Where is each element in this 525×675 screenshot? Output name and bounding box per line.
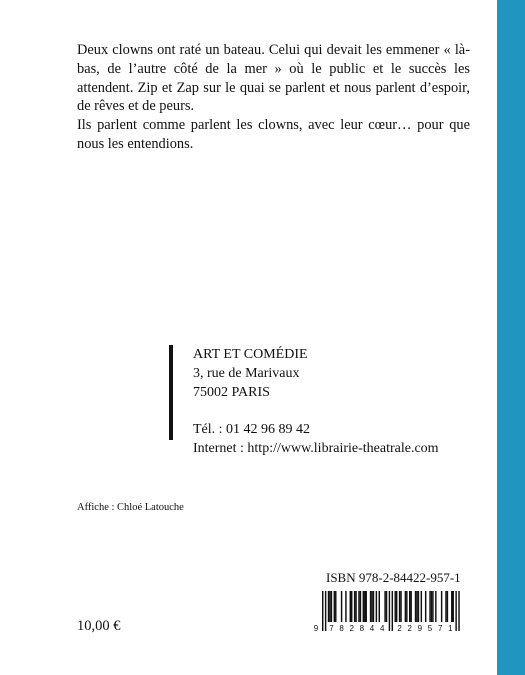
barcode-bar: [373, 591, 374, 622]
barcode-bar: [409, 591, 410, 622]
side-color-band: [497, 0, 525, 675]
barcode-bar: [325, 591, 326, 631]
poster-credit: Affiche : Chloé Latouche: [77, 502, 184, 513]
blurb-paragraph-1: Deux clowns ont raté un bateau. Celui qui devait les emmener « là-bas, de l’autre côté de la mer » où le public et le succès les attendent. Zip et Zap sur le quai se parlent et nous parlent d’espoir, de rêves et de peurs.: [77, 42, 470, 115]
barcode-digit: 5: [427, 624, 433, 632]
barcode-bar: [435, 591, 436, 622]
barcode-bar: [363, 591, 364, 622]
publisher-phone: Tél. : 01 42 96 89 42: [193, 422, 311, 437]
barcode-bar: [445, 591, 446, 622]
barcode-bar: [431, 591, 432, 622]
barcode-bar: [345, 591, 346, 622]
barcode-digit: 7: [329, 624, 334, 632]
barcode-bar: [415, 591, 416, 622]
barcode-bar: [358, 591, 359, 622]
barcode-bar: [366, 591, 367, 622]
barcode-bar: [334, 591, 335, 622]
barcode-bar: [395, 591, 396, 622]
barcode-bar: [396, 591, 397, 622]
barcode-bar: [328, 591, 329, 622]
barcode-digit: 4: [379, 624, 385, 632]
barcode-bar: [341, 591, 342, 622]
barcode-bar: [355, 591, 356, 622]
publisher-street: 3, rue de Marivaux: [193, 366, 300, 381]
barcode-bar: [351, 591, 352, 622]
barcode-bar: [441, 591, 442, 622]
barcode-image: [312, 591, 470, 632]
barcode-bar: [329, 591, 330, 622]
barcode-digit: 1: [448, 624, 453, 632]
barcode-bar: [432, 591, 433, 622]
barcode-bar: [350, 591, 351, 622]
barcode-bar: [418, 591, 419, 622]
barcode-bar: [376, 591, 377, 622]
barcode-bar: [384, 591, 385, 622]
publisher-block: [169, 345, 439, 456]
barcode-digit: 8: [359, 624, 365, 632]
barcode-bar: [421, 591, 422, 622]
publisher-city: 75002 PARIS: [193, 385, 270, 400]
barcode-digit: 4: [369, 624, 375, 632]
barcode-bar: [360, 591, 361, 622]
barcode-digit: 2: [397, 624, 402, 632]
barcode-bar: [425, 591, 426, 622]
barcode-bar: [453, 591, 454, 622]
barcode-digit: 9: [417, 624, 423, 632]
isbn-text: ISBN 978-2-84422-957-1: [326, 570, 461, 585]
barcode-digit: 7: [437, 624, 443, 632]
barcode-bar: [405, 591, 406, 622]
barcode-bar: [400, 591, 401, 622]
barcode-bar: [399, 591, 400, 622]
barcode-bar: [458, 591, 459, 631]
barcode-bar: [322, 591, 323, 631]
publisher-name: ART ET COMÉDIE: [193, 347, 308, 362]
barcode-digit: 9: [313, 624, 319, 632]
barcode-bar: [386, 591, 387, 622]
price: 10,00 €: [77, 618, 121, 634]
publisher-spacer: [193, 402, 439, 420]
barcode-bar: [406, 591, 407, 622]
barcode-digit: 2: [407, 624, 412, 632]
barcode-bar: [416, 591, 417, 622]
barcode-bar: [447, 591, 448, 622]
barcode-bar: [364, 591, 365, 622]
barcode-bar: [331, 591, 332, 622]
barcode-digit: 8: [339, 624, 344, 632]
barcode-bar: [389, 591, 390, 631]
barcode-bar: [379, 591, 380, 622]
barcode-bar: [371, 591, 372, 622]
barcode-bar: [429, 591, 430, 622]
barcode-bar: [370, 591, 371, 622]
blurb-paragraph-2: Ils parlent comme parlent les clowns, avec leur cœur… pour que nous les entendions.: [77, 117, 470, 152]
barcode-bar: [335, 591, 336, 622]
barcode-digit: 2: [349, 624, 354, 632]
barcode-bar: [451, 591, 452, 622]
publisher-website: Internet : http://www.librairie-theatrale.com: [193, 441, 439, 456]
blurb: [77, 41, 470, 154]
barcode-bar: [354, 591, 355, 622]
barcode-bar: [410, 591, 411, 622]
barcode-bar: [455, 591, 456, 631]
barcode-bar: [392, 591, 393, 631]
